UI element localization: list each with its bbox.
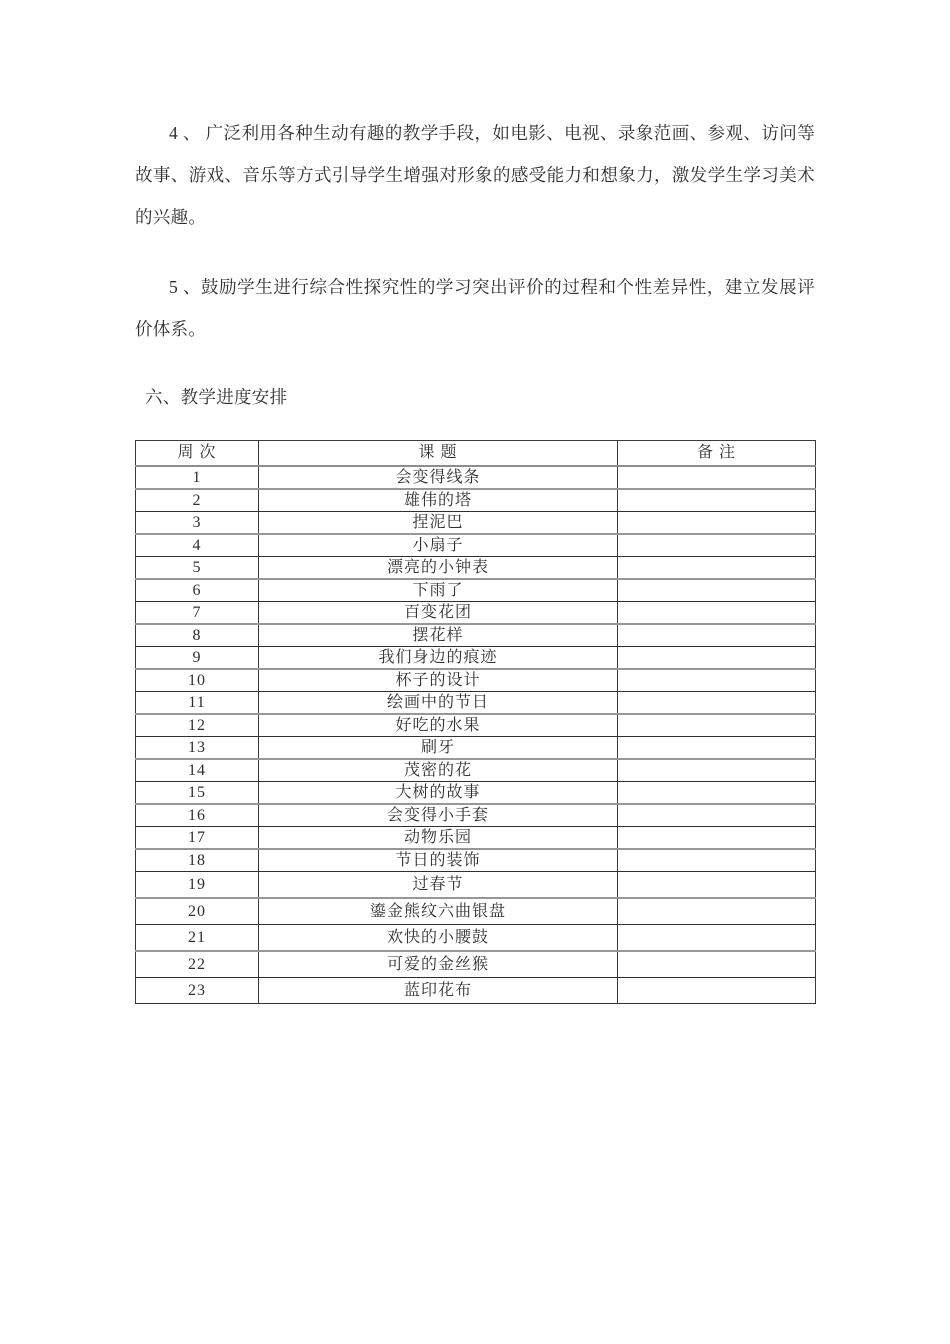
paragraph-item-5: 5 、鼓励学生进行综合性探究性的学习突出评价的过程和个性差异性，建立发展评价体系。 xyxy=(135,277,815,339)
note-cell xyxy=(618,557,816,580)
table-row xyxy=(136,489,816,512)
topic-cell: 蓝印花布 xyxy=(259,978,618,1004)
week-cell: 16 xyxy=(136,804,259,827)
table-row xyxy=(136,759,816,782)
week-cell: 19 xyxy=(136,872,259,899)
paragraph-item-4: 4 、 广泛利用各种生动有趣的教学手段，如电影、电视、录象范画、参观、访问等故事、游戏、音乐等方式引导学生增强对形象的感受能力和想象力，激发学生学习美术的兴趣。 xyxy=(135,123,815,227)
week-cell: 15 xyxy=(136,782,259,805)
topic-cell: 绘画中的节日 xyxy=(259,692,618,715)
note-cell xyxy=(618,925,816,952)
table-row xyxy=(136,782,816,805)
table-row xyxy=(136,647,816,670)
week-cell: 5 xyxy=(136,557,259,580)
week-cell: 2 xyxy=(136,489,259,512)
note-cell xyxy=(618,466,816,489)
table-row xyxy=(136,925,816,952)
table-row xyxy=(136,714,816,737)
topic-cell: 漂亮的小钟表 xyxy=(259,557,618,580)
topic-cell: 下雨了 xyxy=(259,579,618,602)
table-row xyxy=(136,872,816,899)
table-row xyxy=(136,898,816,925)
topic-cell: 动物乐园 xyxy=(259,827,618,850)
note-cell xyxy=(618,669,816,692)
header-week: 周 次 xyxy=(136,441,259,467)
topic-cell: 我们身边的痕迹 xyxy=(259,647,618,670)
schedule-table xyxy=(135,440,816,1004)
week-cell: 21 xyxy=(136,925,259,952)
note-cell xyxy=(618,489,816,512)
topic-cell: 茂密的花 xyxy=(259,759,618,782)
week-cell: 9 xyxy=(136,647,259,670)
table-row xyxy=(136,512,816,535)
topic-cell: 刷牙 xyxy=(259,737,618,760)
note-cell xyxy=(618,692,816,715)
note-cell xyxy=(618,579,816,602)
table-row xyxy=(136,692,816,715)
week-cell: 23 xyxy=(136,978,259,1004)
note-cell xyxy=(618,951,816,978)
table-header-row xyxy=(136,441,816,467)
table-row xyxy=(136,804,816,827)
note-cell xyxy=(618,624,816,647)
topic-cell: 捏泥巴 xyxy=(259,512,618,535)
topic-cell: 过春节 xyxy=(259,872,618,899)
note-cell xyxy=(618,782,816,805)
note-cell xyxy=(618,849,816,872)
week-cell: 13 xyxy=(136,737,259,760)
note-cell xyxy=(618,978,816,1004)
topic-cell: 鎏金熊纹六曲银盘 xyxy=(259,898,618,925)
week-cell: 4 xyxy=(136,534,259,557)
table-row xyxy=(136,669,816,692)
table-row xyxy=(136,951,816,978)
topic-cell: 好吃的水果 xyxy=(259,714,618,737)
note-cell xyxy=(618,804,816,827)
topic-cell: 可爱的金丝猴 xyxy=(259,951,618,978)
week-cell: 22 xyxy=(136,951,259,978)
topic-cell: 欢快的小腰鼓 xyxy=(259,925,618,952)
topic-cell: 会变得线条 xyxy=(259,466,618,489)
topic-cell: 百变花团 xyxy=(259,602,618,625)
note-cell xyxy=(618,759,816,782)
table-row xyxy=(136,602,816,625)
week-cell: 6 xyxy=(136,579,259,602)
week-cell: 7 xyxy=(136,602,259,625)
week-cell: 8 xyxy=(136,624,259,647)
week-cell: 3 xyxy=(136,512,259,535)
topic-cell: 雄伟的塔 xyxy=(259,489,618,512)
header-note: 备 注 xyxy=(618,441,816,467)
note-cell xyxy=(618,534,816,557)
table-row xyxy=(136,737,816,760)
week-cell: 14 xyxy=(136,759,259,782)
note-cell xyxy=(618,872,816,899)
header-topic: 课 题 xyxy=(259,441,618,467)
table-row xyxy=(136,579,816,602)
note-cell xyxy=(618,714,816,737)
note-cell xyxy=(618,647,816,670)
topic-cell: 小扇子 xyxy=(259,534,618,557)
topic-cell: 摆花样 xyxy=(259,624,618,647)
week-cell: 17 xyxy=(136,827,259,850)
week-cell: 20 xyxy=(136,898,259,925)
table-row xyxy=(136,849,816,872)
topic-cell: 杯子的设计 xyxy=(259,669,618,692)
schedule-table-body xyxy=(136,466,816,1004)
topic-cell: 会变得小手套 xyxy=(259,804,618,827)
week-cell: 11 xyxy=(136,692,259,715)
topic-cell: 节日的装饰 xyxy=(259,849,618,872)
week-cell: 12 xyxy=(136,714,259,737)
week-cell: 18 xyxy=(136,849,259,872)
table-row xyxy=(136,978,816,1004)
week-cell: 1 xyxy=(136,466,259,489)
table-row xyxy=(136,827,816,850)
week-cell: 10 xyxy=(136,669,259,692)
note-cell xyxy=(618,737,816,760)
note-cell xyxy=(618,827,816,850)
note-cell xyxy=(618,512,816,535)
note-cell xyxy=(618,602,816,625)
table-row xyxy=(136,466,816,489)
section-heading: 六、教学进度安排 xyxy=(145,387,288,407)
table-row xyxy=(136,624,816,647)
table-row xyxy=(136,557,816,580)
note-cell xyxy=(618,898,816,925)
topic-cell: 大树的故事 xyxy=(259,782,618,805)
table-row xyxy=(136,534,816,557)
